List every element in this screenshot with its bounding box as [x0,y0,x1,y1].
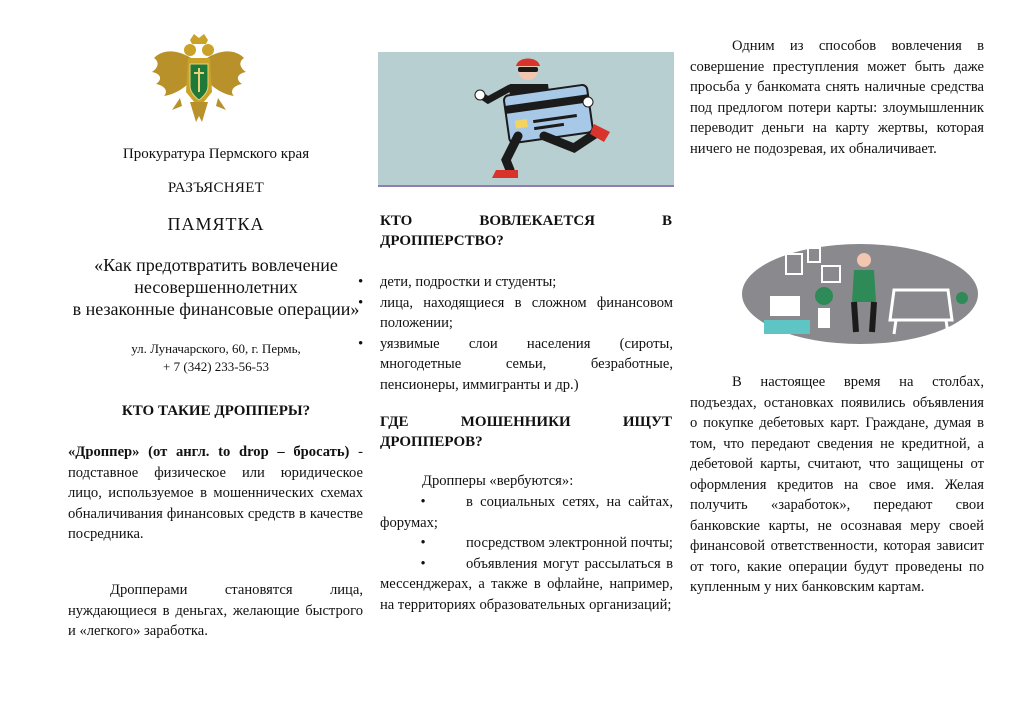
memo-title-line-2: несовершеннолетних [134,277,298,297]
dropper-definition [68,442,363,545]
list-item: • в социальных сетях, на сайтах, форумах; [380,494,673,531]
where-fraudsters-search-heading [380,412,672,452]
explains-label: РАЗЪЯСНЯЕТ [167,180,265,196]
heading-line-2: ДРОППЕРСТВО? [380,233,504,249]
bullet-icon: • [420,555,426,572]
worried-man-room-illustration [738,240,982,346]
list-item: • лица, находящиеся в сложном финансовом положении; [380,293,673,334]
list-item: • уязвимые слои населения (сироты, многодетные семьи, безработные, пенсионеры, иммигранты и др.) [380,334,673,396]
definition-text: - подставное физическое или юридическое лицо, используемое в мошеннических схемах обналичивания финансовых средств в качестве посредника. [68,444,363,542]
card-thief-illustration [378,52,674,186]
recruit-intro: Дропперы «вербуются»: [422,473,574,489]
illustration-divider [378,185,674,187]
heading-word: В [661,213,672,229]
heading-word: ВОВЛЕКАЕТСЯ [479,213,595,229]
heading-word: КТО [380,213,413,229]
list-item: • посредством электронной почты; [380,533,673,554]
memo-heading: ПАМЯТКА [167,214,265,234]
who-is-involved-heading [380,211,672,251]
who-are-droppers-heading: КТО ТАКИЕ ДРОППЕРЫ? [121,403,311,419]
bullet-icon: • [420,535,426,551]
contact-info [66,340,366,376]
prosecutor-emblem-icon [150,32,248,132]
heading-word: ГДЕ [380,414,409,430]
memo-title [66,254,366,320]
list-item: • дети, подростки и студенты; [380,272,673,293]
list-item: • объявления могут рассылаться в мессенджерах, а также в офлайне, например, на территориях образовательных организаций; [380,555,673,613]
heading-line-2: ДРОППЕРОВ? [380,434,483,450]
who-becomes-dropper-text: Дропперами становятся лица, нуждающиеся в деньгах, желающие быстрого и «легкого» заработка. [68,582,363,639]
heading-word: ИЩУТ [622,414,672,430]
memo-title-line-1: «Как предотвратить вовлечение [94,255,338,275]
bullet-icon: • [420,494,426,510]
recruit-list [380,492,673,615]
atm-scheme-text: Одним из способов вовлечения в совершение преступления может быть даже просьба у банкомата снять наличные средства под предлогом потери карты: злоумышленник переводит деньги на карту жертвы, которая ничего не подозревая, их обналичивает. [690,38,984,157]
memo-title-line-3: в незаконные финансовые операции» [72,299,360,319]
organization-name: Прокуратура Пермского края [122,146,310,162]
debit-card-ads-text: В настоящее время на столбах, подъездах, остановках появились объявления о покупке дебетовых карт. Граждане, думая в том, что передают сведения не кредитной, а дебетовой карты, считают, что защищены от оформления кредитов на свое имя. Желая получить «заработок», передают свои банковские карты, не осознавая меру своей финансовой ответственности, которая зависит от того, какие операции будут проведены по купленным у них банковским картам. [690,374,984,595]
address: ул. Луначарского, 60, г. Пермь, [131,341,301,356]
phone: + 7 (342) 233-56-53 [163,359,269,374]
definition-term: «Дроппер» (от англ. to drop – бросать) [68,444,350,460]
involved-list [380,272,673,395]
heading-word: МОШЕННИКИ [460,414,571,430]
